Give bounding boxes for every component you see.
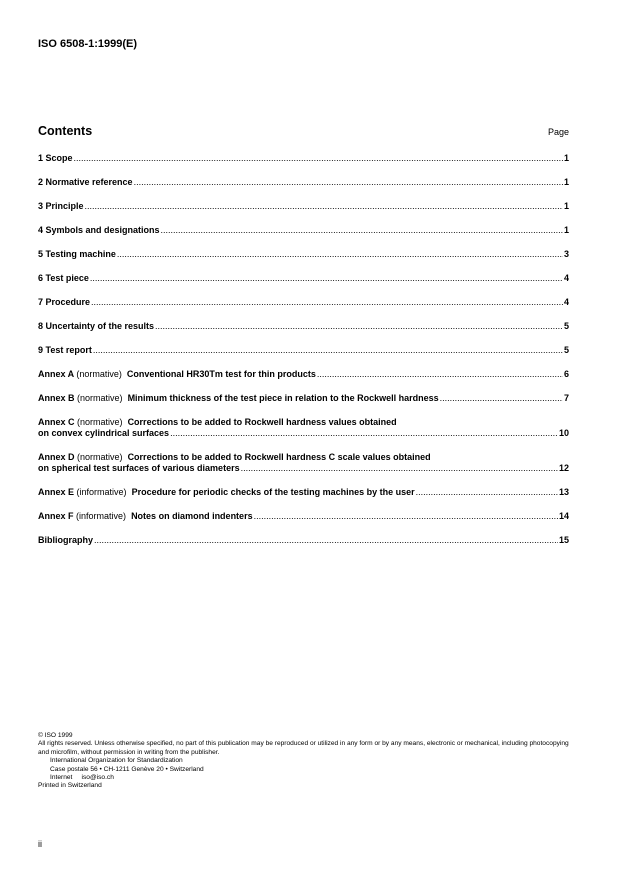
organization-address: Case postale 56 • CH-1211 Genève 20 • Switzerland (50, 765, 204, 773)
organization-internet: Internet iso@iso.ch (50, 774, 114, 782)
printed-in: Printed in Switzerland (38, 782, 102, 790)
toc-entry-test-report[interactable]: 9 Test report ..... 5 (38, 345, 569, 356)
toc-entry-annex-e[interactable]: Annex E (informative) Procedure for periodic checks of the testing machines by the user ..... 13 (38, 487, 569, 498)
toc-entry-testing-machine[interactable]: 5 Testing machine ..... 3 (38, 249, 569, 260)
toc-entry-procedure[interactable]: 7 Procedure ..... 4 (38, 297, 569, 308)
toc-entry-principle[interactable]: 3 Principle ..... 1 (38, 201, 569, 212)
toc-entry-annex-d[interactable]: Annex D (normative) Corrections to be added to Rockwell hardness C scale values obtained on spherical test surfaces of various diameters ..... 12 (38, 452, 569, 474)
contents-title: Contents (38, 124, 93, 138)
organization-name: International Organization for Standardization (50, 757, 183, 765)
rights-statement: All rights reserved. Unless otherwise specified, no part of this publication may be reproduced or utilized in any form or by any means, electronic or mechanical, including photocopying and microfilm, without permission in writing from the publisher. (38, 740, 569, 756)
document-id: ISO 6508-1:1999(E) (38, 38, 138, 50)
toc-entry-normative-reference[interactable]: 2 Normative reference ..... 1 (38, 177, 569, 188)
toc-entry-bibliography[interactable]: Bibliography ..... 15 (38, 535, 569, 546)
toc-entry-scope[interactable]: 1 Scope ..... 1 (38, 153, 569, 164)
page-number: ii (38, 839, 42, 849)
toc-entry-test-piece[interactable]: 6 Test piece ..... 4 (38, 273, 569, 284)
toc-entry-symbols[interactable]: 4 Symbols and designations ..... 1 (38, 225, 569, 236)
toc-entry-annex-b[interactable]: Annex B (normative) Minimum thickness of the test piece in relation to the Rockwell hardness ..... 7 (38, 393, 569, 404)
toc-entry-annex-f[interactable]: Annex F (informative) Notes on diamond indenters ..... 14 (38, 511, 569, 522)
table-of-contents (38, 153, 569, 546)
toc-entry-uncertainty[interactable]: 8 Uncertainty of the results ..... 5 (38, 321, 569, 332)
copyright-footer (38, 732, 578, 791)
page-column-label: Page (547, 127, 569, 137)
toc-entry-annex-c[interactable]: Annex C (normative) Corrections to be added to Rockwell hardness values obtained on convex cylindrical surfaces ..... 10 (38, 417, 569, 439)
toc-entry-annex-a[interactable]: Annex A (normative) Conventional HR30Tm test for thin products ..... 6 (38, 369, 569, 380)
copyright-line: © ISO 1999 (38, 732, 73, 739)
